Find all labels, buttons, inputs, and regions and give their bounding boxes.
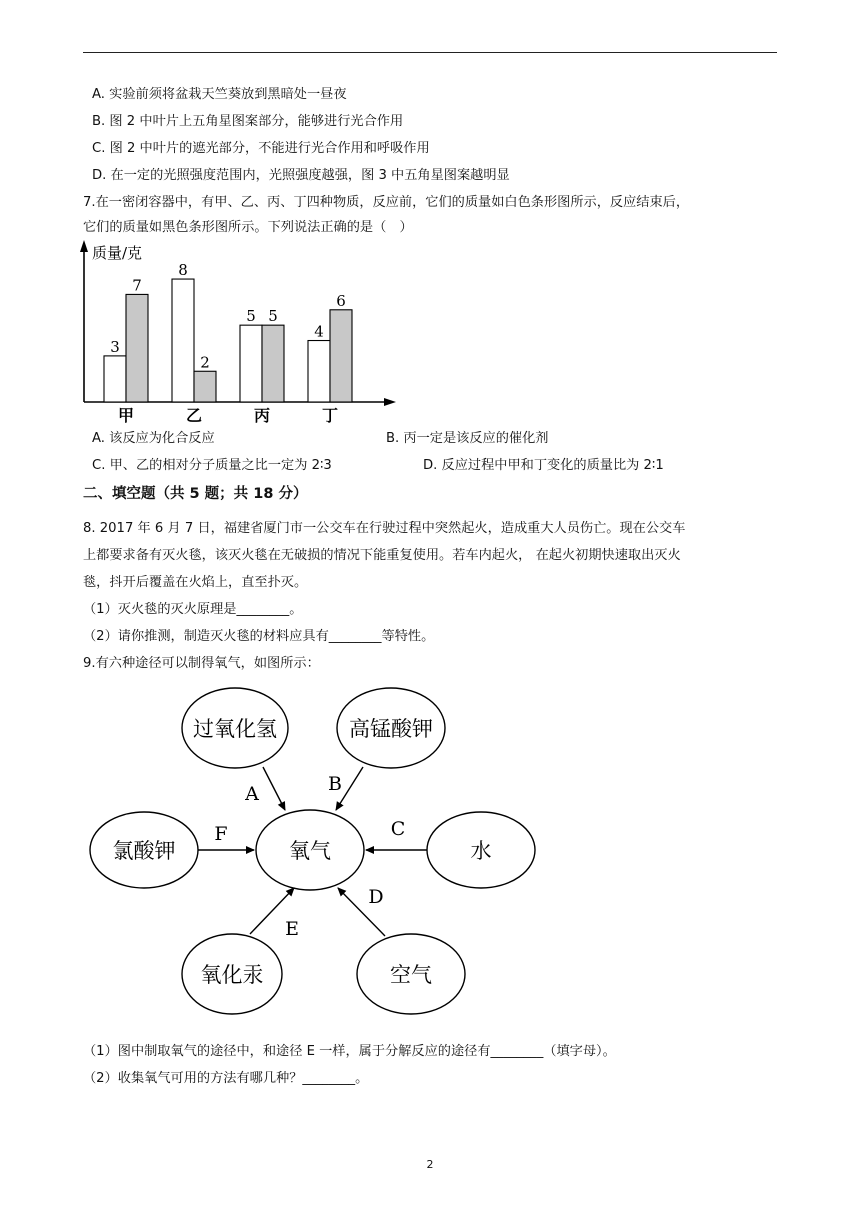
- category-label: 丁: [321, 406, 339, 425]
- bar-value-label: 4: [314, 322, 324, 341]
- label-oxygen: 氧气: [289, 839, 331, 863]
- q8-stem-line2: 上都要求备有灭火毯，该灭火毯在无破损的情况下能重复使用。若车内起火， 在起火初期快速取出灭火: [83, 548, 681, 563]
- bar-丙-series1: [240, 325, 262, 402]
- page-number: 2: [426, 1158, 434, 1171]
- label-kclo3: 氯酸钾: [112, 839, 176, 863]
- q8-stem-line1: 8. 2017 年 6 月 7 日，福建省厦门市一公交车在行驶过程中突然起火，造成重大人员伤亡。现在公交车: [83, 521, 686, 536]
- bar-丁-series2: [330, 310, 352, 402]
- path-label-b: B: [328, 773, 342, 795]
- q7-option-b: B. 丙一定是该反应的催化剂: [386, 431, 549, 446]
- q7-option-a: A. 该反应为化合反应: [92, 431, 215, 446]
- label-air: 空气: [390, 963, 432, 987]
- path-label-e: E: [285, 918, 299, 940]
- q6-option-c: C. 图 2 中叶片的遮光部分，不能进行光合作用和呼吸作用: [92, 141, 430, 156]
- q7-option-d: D. 反应过程中甲和丁变化的质量比为 2∶1: [423, 458, 664, 473]
- bar-value-label: 5: [246, 307, 256, 326]
- label-water: 水: [470, 839, 492, 863]
- arrow-a: [263, 767, 285, 810]
- bar-丁-series1: [308, 341, 330, 402]
- bar-value-label: 6: [336, 291, 346, 310]
- bar-乙-series2: [194, 371, 216, 402]
- q8-stem-line3: 毯，抖开后覆盖在火焰上，直至扑灭。: [83, 575, 308, 590]
- q7-stem-line1: 7.在一密闭容器中，有甲、乙、丙、丁四种物质，反应前，它们的质量如白色条形图所示，反应结束后，: [83, 195, 690, 210]
- y-axis-arrow: [80, 240, 88, 252]
- bar-丙-series2: [262, 325, 284, 402]
- bar-甲-series2: [126, 294, 148, 402]
- path-label-d: D: [368, 886, 384, 908]
- label-hgo: 氧化汞: [200, 963, 264, 987]
- path-label-f: F: [214, 823, 228, 845]
- label-kmno4: 高锰酸钾: [349, 717, 433, 741]
- oxygen-diagram: [80, 680, 560, 1025]
- mass-bar-chart: [70, 238, 410, 428]
- bar-乙-series1: [172, 279, 194, 402]
- path-label-c: C: [390, 818, 406, 840]
- header-rule: [83, 52, 777, 53]
- section-title: 二、填空题（共 5 题；共 18 分）: [83, 486, 308, 502]
- q6-option-a: A. 实验前须将盆栽天竺葵放到黑暗处一昼夜: [92, 87, 347, 102]
- q8-sub2: （2）请你推测，制造灭火毯的材料应具有________等特性。: [83, 629, 435, 644]
- q7-option-c: C. 甲、乙的相对分子质量之比一定为 2∶3: [92, 458, 332, 473]
- bar-value-label: 5: [268, 307, 278, 326]
- q7-stem-line2: 它们的质量如黑色条形图所示。下列说法正确的是（ ）: [83, 220, 413, 235]
- category-label: 乙: [185, 406, 203, 425]
- bar-value-label: 7: [132, 276, 142, 295]
- q8-sub1: （1）灭火毯的灭火原理是________。: [83, 602, 303, 617]
- category-label: 甲: [117, 406, 135, 425]
- label-h2o2: 过氧化氢: [193, 717, 277, 741]
- bar-value-label: 8: [178, 261, 188, 280]
- q6-option-b: B. 图 2 中叶片上五角星图案部分，能够进行光合作用: [92, 114, 404, 129]
- bar-value-label: 2: [200, 353, 210, 372]
- q6-option-d: D. 在一定的光照强度范围内，光照强度越强，图 3 中五角星图案越明显: [92, 168, 510, 183]
- y-axis-label: 质量/克: [92, 244, 143, 262]
- q9-stem: 9.有六种途径可以制得氧气，如图所示：: [83, 656, 320, 671]
- bar-value-label: 3: [110, 337, 120, 356]
- q9-sub1: （1）图中制取氧气的途径中，和途径 E 一样，属于分解反应的途径有________（填字母）。: [83, 1044, 616, 1059]
- x-axis-arrow: [384, 398, 396, 406]
- bar-甲-series1: [104, 356, 126, 402]
- q9-sub2: （2）收集氧气可用的方法有哪几种？________。: [83, 1071, 369, 1086]
- category-label: 丙: [253, 406, 271, 425]
- path-label-a: A: [245, 783, 259, 805]
